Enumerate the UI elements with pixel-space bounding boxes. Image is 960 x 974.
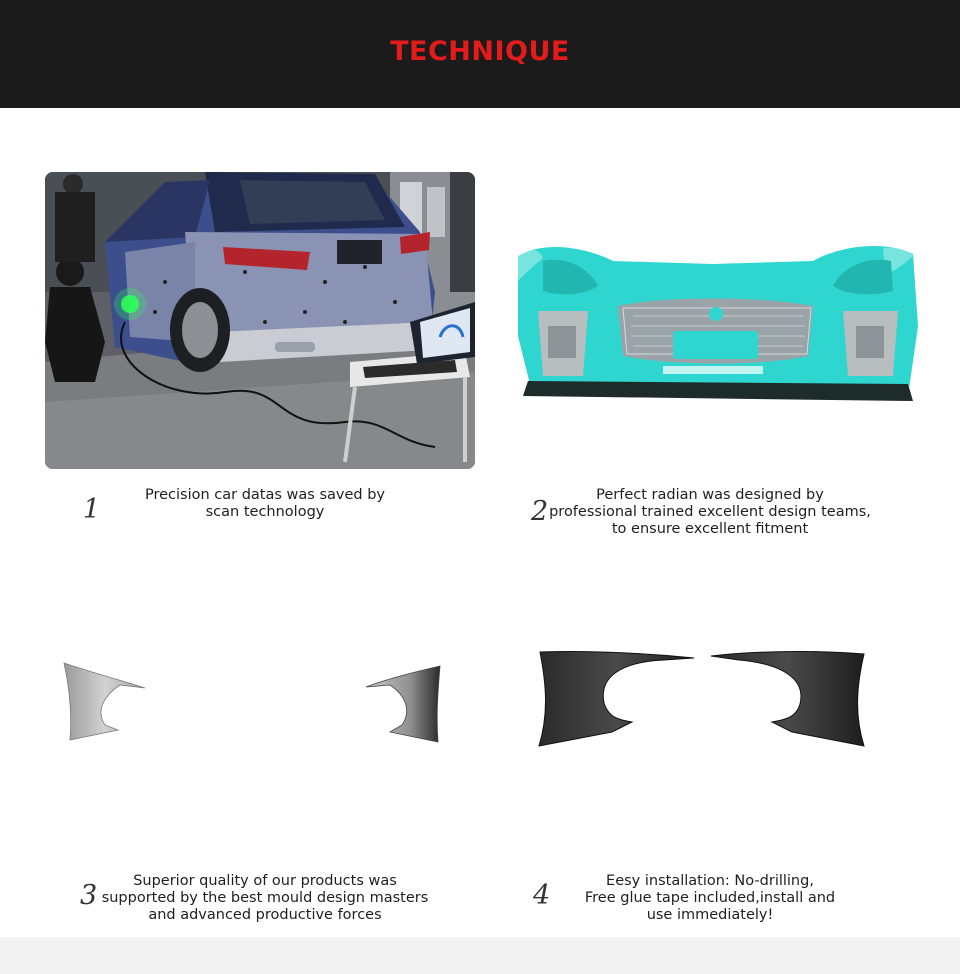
caption-line: supported by the best mould design masters bbox=[101, 890, 429, 906]
step-4-number: 4 bbox=[533, 880, 551, 911]
caption-line: Perfect radian was designed by bbox=[596, 487, 824, 503]
caption-line: Precision car datas was saved by bbox=[144, 487, 385, 503]
page-title: TECHNIQUE bbox=[390, 36, 570, 67]
step-3-caption bbox=[95, 873, 435, 924]
caption-line: to ensure excellent fitment bbox=[611, 521, 809, 537]
step-4-caption bbox=[560, 873, 860, 924]
bumper-scan-model bbox=[513, 236, 918, 408]
caption-line: professional trained excellent design teams, bbox=[549, 504, 871, 520]
carbon-vent-trim-pair bbox=[534, 648, 868, 748]
caption-line: scan technology bbox=[205, 504, 325, 520]
footer-band bbox=[0, 937, 960, 974]
caption-line: and advanced productive forces bbox=[148, 907, 382, 923]
car-3d-scan-photo bbox=[45, 172, 475, 469]
step-1-number: 1 bbox=[83, 494, 101, 525]
caption-line: use immediately! bbox=[646, 907, 774, 923]
grey-vent-trim-pair bbox=[60, 660, 445, 746]
step-2-caption bbox=[540, 487, 880, 538]
caption-line: Superior quality of our products was bbox=[133, 873, 397, 889]
caption-line: Free glue tape included,install and bbox=[584, 890, 836, 906]
step-2-number: 2 bbox=[531, 496, 549, 527]
step-3-number: 3 bbox=[80, 880, 98, 911]
step-1-caption bbox=[115, 487, 415, 521]
caption-line: Eesy installation: No-drilling, bbox=[606, 873, 814, 889]
header-banner bbox=[0, 0, 960, 108]
